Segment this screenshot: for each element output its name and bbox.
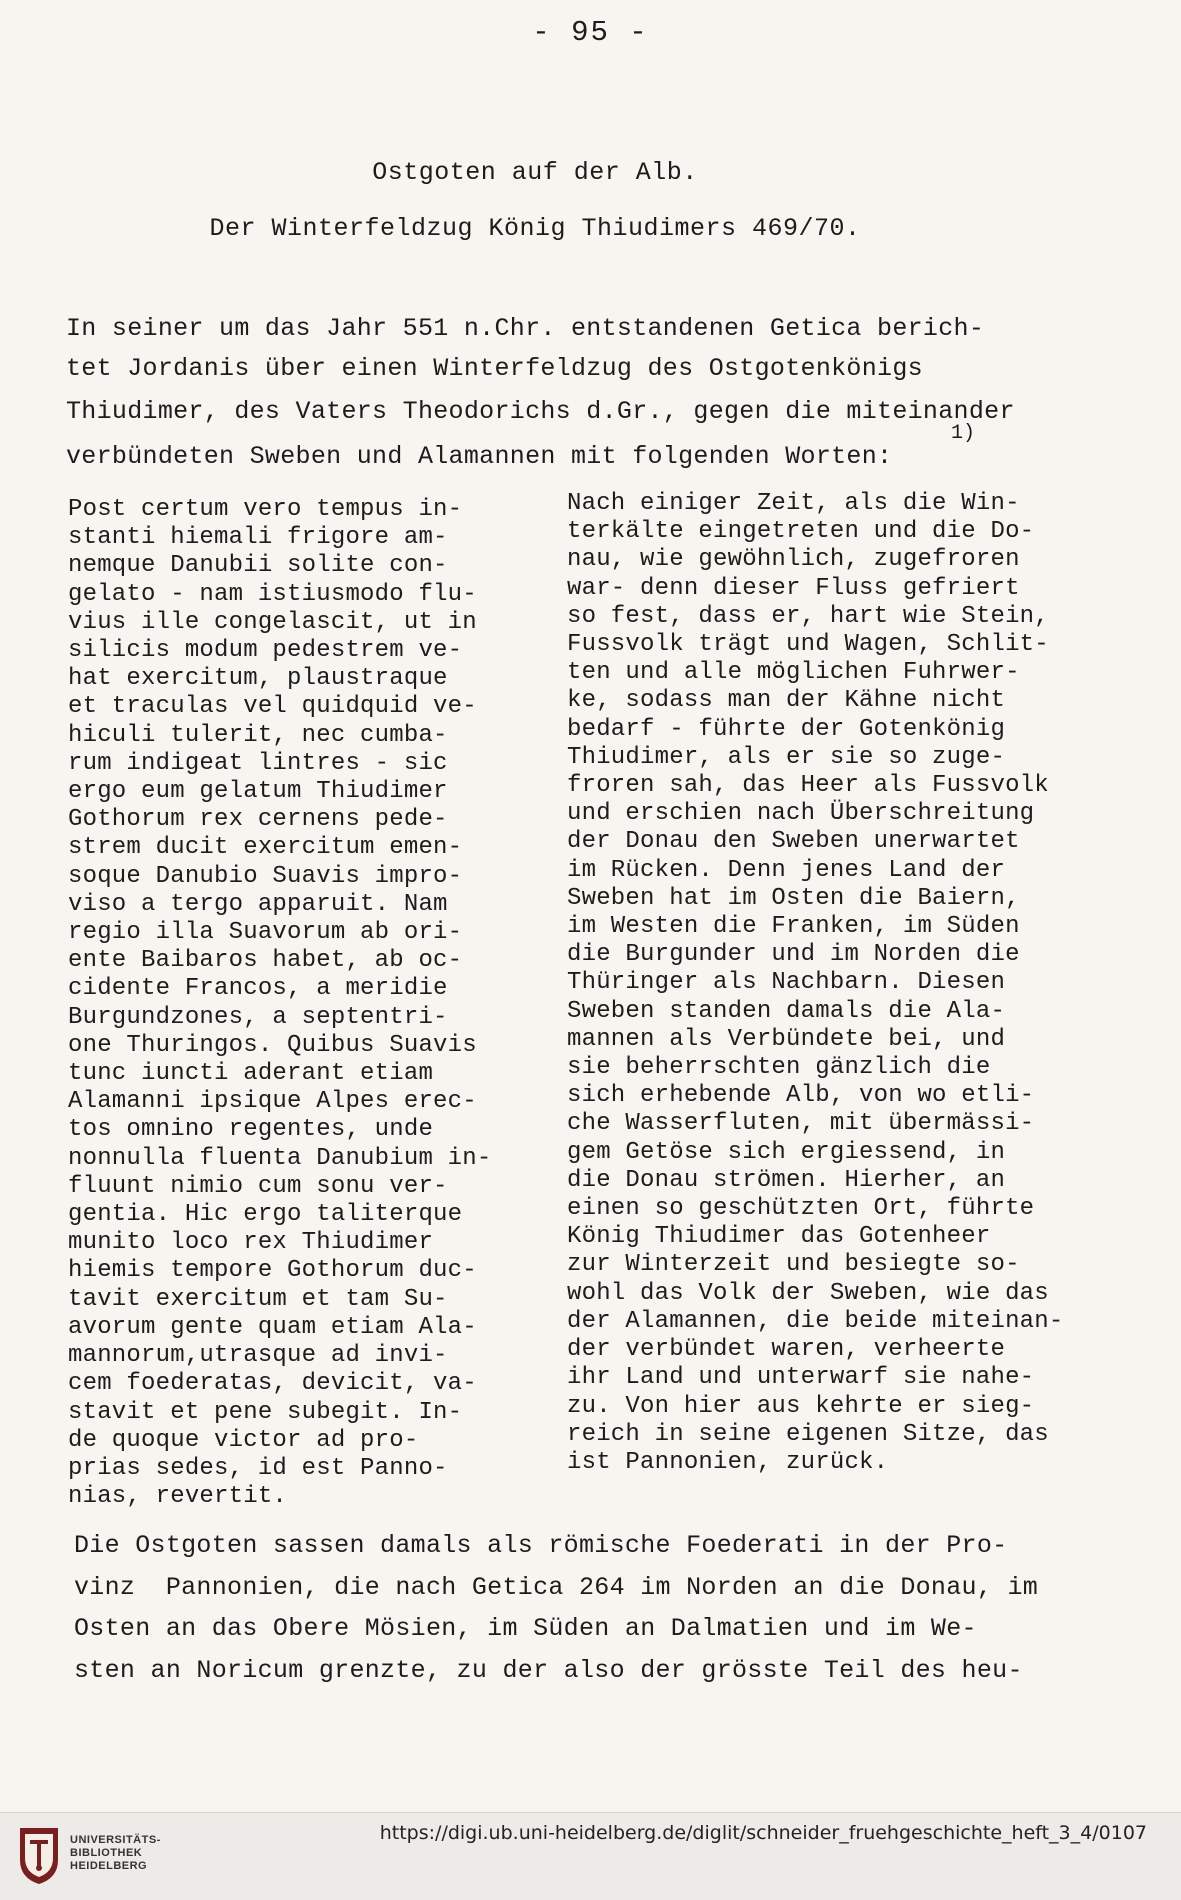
page-title: Ostgoten auf der Alb. [372,158,698,187]
library-name [70,1834,161,1873]
footnote-mark: 1) [951,422,976,445]
university-seal-icon [16,1824,62,1886]
library-name-line-1: UNIVERSITÄTS- [70,1834,161,1846]
closing-line-3: Osten an das Obere Mösien, im Süden an Dalmatien und im We- [74,1614,977,1643]
intro-line-4: verbündeten Sweben und Alamannen mit folgenden Worten: [66,442,893,471]
intro-line-2: tet Jordanis über einen Winterfeldzug des Ostgotenkönigs [66,354,923,383]
closing-line-2: vinz Pannonien, die nach Getica 264 im Norden an die Donau, im [74,1573,1039,1602]
page-subtitle: Der Winterfeldzug König Thiudimers 469/70. [209,214,861,243]
library-name-line-3: HEIDELBERG [70,1860,148,1872]
latin-quote-column: Post certum vero tempus in- stanti hiemali frigore am- nemque Danubii solite con- gelato - nam istiusmodo flu- vius ille congelascit, ut in silicis modum pedestrem ve- hat exercitum, plaustraque et traculas vel quidquid ve- hiculi tulerit, nec cumba- rum indigeat lintres - sic ergo eum gelatum Thiudimer Gothorum rex cernens pede- strem ducit exercitum emen- soque Danubio Suavis impro- viso a tergo apparuit. Nam regio illa Suavorum ab ori- ente Baibaros habet, ab oc- cidente Francos, a meridie Burgundzones, a septentri- one Thuringos. Quibus Suavis tunc iuncti aderant etiam Alamanni ipsique Alpes erec- tos omnino regentes, unde nonnulla fluenta Danubium in- fluunt nimio cum sonu ver- gentia. Hic ergo taliterque munito loco rex Thiudimer hiemis tempore Gothorum duc- tavit exercitum et tam Su- avorum gente quam etiam Ala- mannorum,utrasque ad invi- cem foederatas, devicit, va- stavit et pene subegit. In- de quoque victor ad pro- prias sedes, id est Panno- nias, revertit. [68,496,492,1511]
intro-line-3: Thiudimer, des Vaters Theodorichs d.Gr., gegen die miteinander [66,397,1015,426]
intro-line-1: In seiner um das Jahr 551 n.Chr. entstandenen Getica berich- [66,314,985,343]
library-name-line-2: BIBLIOTHEK [70,1847,143,1859]
permalink-url[interactable]: https://digi.ub.uni-heidelberg.de/diglit/schneider_fruehgeschichte_heft_3_4/0107 [379,1822,1147,1844]
closing-line-4: sten an Noricum grenzte, zu der also der grösste Teil des heu- [74,1656,1023,1685]
closing-line-1: Die Ostgoten sassen damals als römische Foederati in der Pro- [74,1531,1008,1560]
german-translation-column: Nach einiger Zeit, als die Win- terkälte eingetreten und die Do- nau, wie gewöhnlich, zugefroren war- denn dieser Fluss gefriert so fest, dass er, hart wie Stein, Fussvolk trägt und Wagen, Schlit- ten und alle möglichen Fuhrwer- ke, sodass man der Kähne nicht bedarf - führte der Gotenkönig Thiudimer, als er sie so zuge- froren sah, das Heer als Fussvolk und erschien nach Überschreitung der Donau den Sweben unerwartet im Rücken. Denn jenes Land der Sweben hat im Osten die Baiern, im Westen die Franken, im Süden die Burgunder und im Norden die Thüringer als Nachbarn. Diesen Sweben standen damals die Ala- mannen als Verbündete bei, und sie beherrschten gänzlich die sich erhebende Alb, von wo etli- che Wasserfluten, mit übermässi- gem Getöse sich ergiessend, in die Donau strömen. Hierher, an einen so geschützten Ort, führte König Thiudimer das Gotenheer zur Winterzeit und besiegte so- wohl das Volk der Sweben, wie das der Alamannen, die beide miteinan- der verbündet waren, verheerte ihr Land und unterwarf sie nahe- zu. Von hier aus kehrte er sieg- reich in seine eigenen Sitze, das ist Pannonien, zurück. [567,490,1064,1476]
page-number: - 95 - [532,16,649,49]
